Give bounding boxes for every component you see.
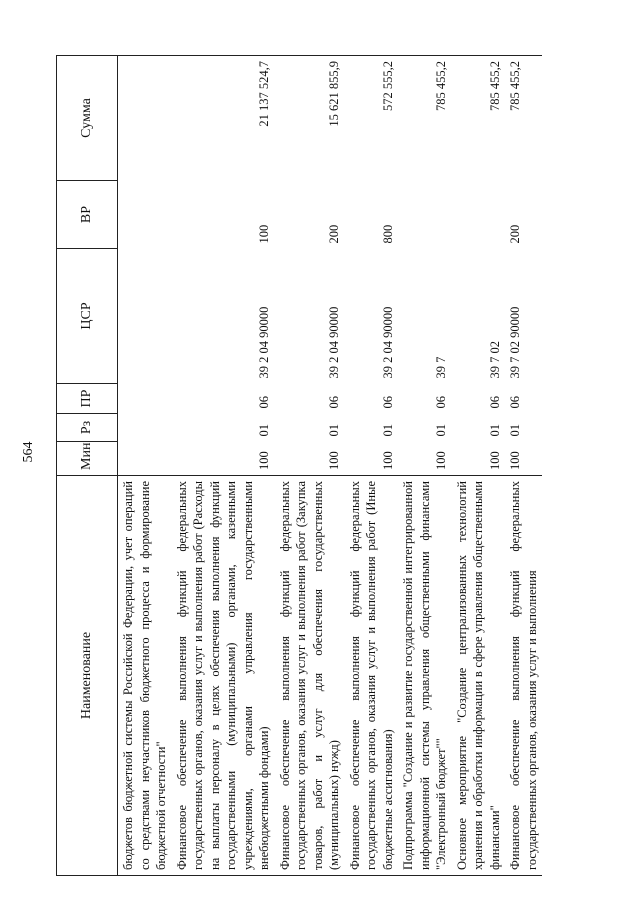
row-name: Финансовое обеспечение выполнения функций федеральных государственных органов, оказания услуг и выполнения работ (Иные бюджетные ассигнования) — [345, 476, 399, 876]
rotated-page — [56, 56, 596, 876]
header-sum: Сумма — [57, 56, 118, 181]
row-pr: 06 — [487, 396, 502, 409]
header-csr: ЦСР — [57, 249, 118, 384]
row-csr: 39 2 04 90000 — [257, 306, 271, 379]
row-pr: 06 — [380, 396, 395, 409]
row-csr: 39 7 — [434, 356, 448, 379]
row-sum: 15 621 855,9 — [275, 56, 345, 181]
row-min: 100 — [434, 451, 448, 470]
row-vr: 200 — [508, 224, 522, 244]
row-vr: 800 — [380, 224, 395, 244]
row-rz: 01 — [508, 424, 522, 437]
row-name: Основное мероприятие "Создание централизованных технологий хранения и обработки информации в сфере управления общественными финансами" — [452, 476, 506, 876]
table-row — [452, 56, 506, 876]
row-sum — [118, 56, 172, 181]
header-pr: ПР — [57, 384, 118, 414]
row-rz: 01 — [380, 424, 395, 437]
row-name: бюджетов бюджетной системы Российской Федерации, учет операций со средствами неучастников бюджетного процесса и формирование бюджетной отчетности" — [118, 476, 172, 876]
row-sum: 785 455,2 — [452, 56, 506, 181]
row-vr — [452, 181, 506, 249]
row-name: Финансовое обеспечение выполнения функций федеральных государственных органов, оказания услуг и выполнения — [505, 476, 542, 876]
row-pr: 06 — [257, 396, 271, 409]
row-csr: 39 7 02 — [487, 341, 502, 379]
row-pr: 06 — [508, 396, 522, 409]
row-sum: 21 137 524,7 — [172, 56, 275, 181]
row-sum: 785 455,2 — [505, 56, 542, 181]
header-min: Мин — [57, 442, 118, 476]
table-row — [118, 56, 172, 876]
row-vr — [118, 181, 172, 249]
row-rz: 01 — [434, 424, 448, 437]
row-rz: 01 — [257, 424, 271, 437]
row-name: Финансовое обеспечение выполнения функций федеральных государственных органов, оказания услуг и выполнения работ (Расходы на выплаты персоналу в целях обеспечения выполнения функций государственными (муниципальными) органами, казенными учреждениями, органами управления государственными внебюджетными фондами) — [172, 476, 275, 876]
table-header-row — [57, 56, 118, 876]
row-min: 100 — [327, 451, 341, 470]
row-rz — [118, 414, 172, 442]
row-csr: 39 2 04 90000 — [327, 306, 341, 379]
table-row — [172, 56, 275, 876]
header-vr: ВР — [57, 181, 118, 249]
row-rz: 01 — [487, 424, 502, 437]
row-vr: 100 — [257, 224, 271, 244]
row-csr: 39 2 04 90000 — [380, 306, 395, 379]
table-row — [505, 56, 542, 876]
row-name: Финансовое обеспечение выполнения функций федеральных государственных органов, оказания услуг и выполнения работ (Закупка товаров, работ и услуг для обеспечения государственных (муниципальных) нужд) — [275, 476, 345, 876]
table-row — [345, 56, 399, 876]
page-number: 564 — [21, 441, 36, 463]
row-min: 100 — [487, 451, 502, 470]
row-pr: 06 — [434, 396, 448, 409]
row-csr — [118, 249, 172, 384]
row-name: Подпрограмма "Создание и развитие государственной интегрированной информационной системы управления общественными финансами "Электронный бюджет"" — [398, 476, 452, 876]
row-rz: 01 — [327, 424, 341, 437]
row-vr: 200 — [327, 224, 341, 244]
row-vr — [398, 181, 452, 249]
row-sum: 572 555,2 — [345, 56, 399, 181]
table-row — [398, 56, 452, 876]
budget-table — [56, 55, 542, 876]
header-name: Наименование — [57, 476, 118, 876]
row-min — [118, 442, 172, 476]
row-csr: 39 7 02 90000 — [508, 306, 522, 379]
header-rz: Рз — [57, 414, 118, 442]
row-pr: 06 — [327, 396, 341, 409]
row-min: 100 — [380, 451, 395, 470]
row-min: 100 — [257, 451, 271, 470]
row-sum: 785 455,2 — [398, 56, 452, 181]
row-pr — [118, 384, 172, 414]
row-min: 100 — [508, 451, 522, 470]
table-row — [275, 56, 345, 876]
